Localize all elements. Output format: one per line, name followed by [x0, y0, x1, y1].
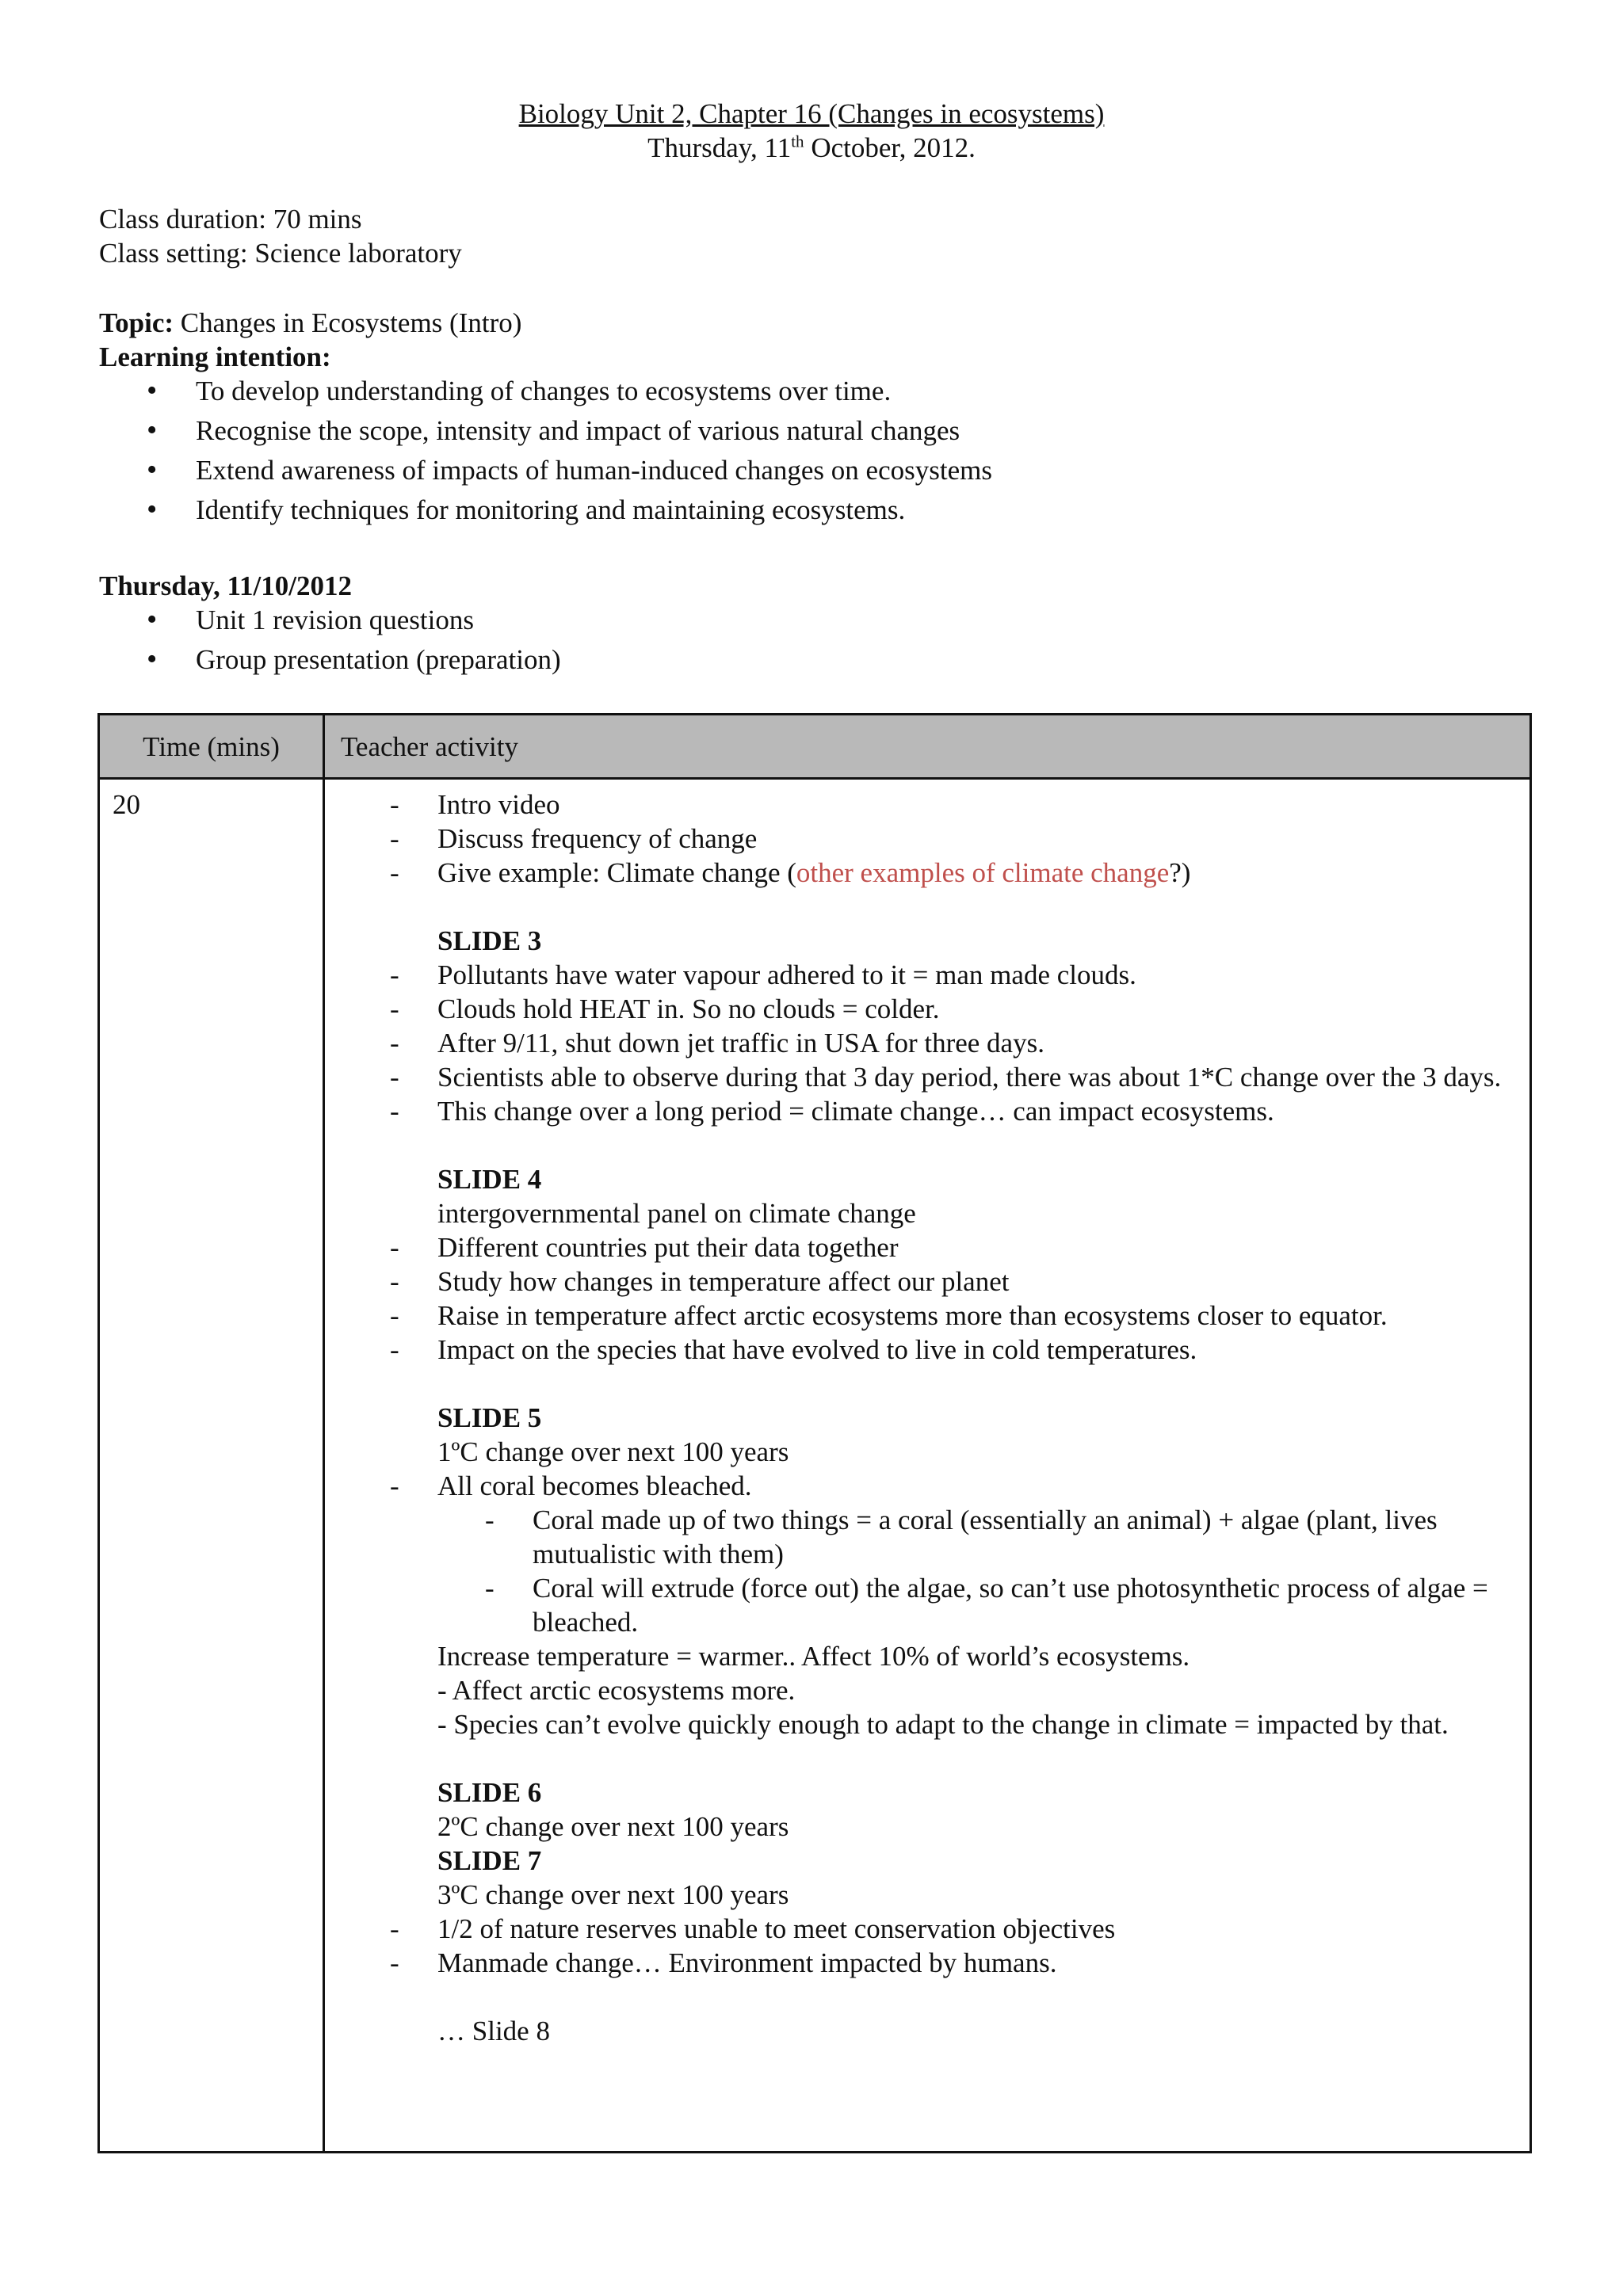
slide-heading: SLIDE 3 — [437, 925, 542, 956]
dash: - — [390, 789, 399, 820]
topic-label: Topic: — [99, 307, 174, 338]
activity-line: 3ºC change over next 100 years — [437, 1879, 789, 1910]
slide-heading: SLIDE 7 — [437, 1845, 542, 1876]
dash: - — [485, 1505, 495, 1535]
activity-line: Scientists able to observe during that 3 day period, there was about 1*C change over the 3 days. — [437, 1062, 1502, 1093]
topic-value: Changes in Ecosystems (Intro) — [174, 307, 522, 338]
dash: - — [390, 994, 399, 1024]
learning-intention-label: Learning intention: — [99, 341, 331, 372]
class-setting: Class setting: Science laboratory — [99, 238, 462, 269]
activity-line: intergovernmental panel on climate change — [437, 1198, 916, 1229]
dash: - — [390, 1062, 399, 1093]
list-item: • Group presentation (preparation) — [99, 643, 561, 682]
table-header-row — [99, 715, 1531, 779]
date-suffix: October, 2012. — [804, 132, 976, 163]
activity-line: Impact on the species that have evolved to live in cold temperatures. — [437, 1334, 1197, 1365]
topic-line — [99, 306, 992, 340]
dash: - — [390, 1232, 399, 1263]
activity-line: 1ºC change over next 100 years — [437, 1436, 789, 1467]
activity-subline: Coral will extrude (force out) the algae, so can’t use photosynthetic process of algae = bleached. — [533, 1573, 1488, 1638]
header-time: Time (mins) — [99, 715, 324, 779]
activity-line: Manmade change… Environment impacted by humans. — [437, 1947, 1057, 1978]
date-superscript: th — [791, 132, 804, 151]
slide-heading: SLIDE 4 — [437, 1164, 542, 1195]
class-duration: Class duration: 70 mins — [99, 204, 362, 235]
dash: - — [390, 823, 399, 854]
dash: - — [390, 1028, 399, 1058]
slide-heading: SLIDE 5 — [437, 1402, 542, 1433]
highlighted-question: other examples of climate change — [796, 857, 1170, 888]
document-header — [0, 97, 1623, 165]
activity-line: Increase temperature = warmer.. Affect 10% of world’s ecosystems. — [437, 1641, 1190, 1672]
activity-line: Intro video — [437, 789, 560, 820]
header-activity: Teacher activity — [324, 715, 1531, 779]
dash: - — [390, 1266, 399, 1297]
class-meta — [99, 202, 462, 270]
activity-line: Study how changes in temperature affect our planet — [437, 1266, 1010, 1297]
activity-line: This change over a long period = climate change… can impact ecosystems. — [437, 1096, 1274, 1127]
activity-line: - Affect arctic ecosystems more. — [437, 1675, 796, 1706]
session-section — [99, 569, 561, 682]
activity-line — [437, 856, 1529, 890]
lesson-table — [97, 713, 1532, 2153]
activity-line: - Species can’t evolve quickly enough to adapt to the change in climate = impacted by that. — [437, 1709, 1449, 1740]
slide-heading: SLIDE 6 — [437, 1777, 542, 1808]
dash: - — [390, 1470, 399, 1501]
line-text: ?) — [1169, 857, 1191, 888]
line-text: Give example: Climate change ( — [437, 857, 796, 888]
date-prefix: Thursday, 11 — [647, 132, 792, 163]
list-item: • Recognise the scope, intensity and impact of various natural changes — [99, 414, 992, 453]
list-item: • Unit 1 revision questions — [99, 603, 561, 643]
time-cell: 20 — [99, 779, 324, 2153]
activity-line: All coral becomes bleached. — [437, 1470, 752, 1501]
activity-line: Different countries put their data together — [437, 1232, 899, 1263]
list-item: • Extend awareness of impacts of human-induced changes on ecosystems — [99, 453, 992, 493]
dash: - — [390, 857, 399, 888]
dash: - — [390, 1300, 399, 1331]
activity-line: Pollutants have water vapour adhered to it = man made clouds. — [437, 959, 1136, 990]
activity-line: 2ºC change over next 100 years — [437, 1811, 789, 1842]
dash: - — [485, 1573, 495, 1604]
document-title: Biology Unit 2, Chapter 16 (Changes in ecosystems) — [518, 98, 1105, 129]
dash: - — [390, 1913, 399, 1944]
activity-line: Clouds hold HEAT in. So no clouds = colder. — [437, 994, 940, 1024]
activity-line: Raise in temperature affect arctic ecosystems more than ecosystems closer to equator. — [437, 1300, 1388, 1331]
document-date — [0, 131, 1623, 165]
activity-subline: Coral made up of two things = a coral (essentially an animal) + algae (plant, lives mutualistic with them) — [533, 1505, 1438, 1569]
list-item: • Identify techniques for monitoring and maintaining ecosystems. — [99, 493, 992, 532]
activity-line: 1/2 of nature reserves unable to meet conservation objectives — [437, 1913, 1116, 1944]
activity-line: After 9/11, shut down jet traffic in USA for three days. — [437, 1028, 1044, 1058]
dash: - — [390, 1947, 399, 1978]
list-item: • To develop understanding of changes to ecosystems over time. — [99, 374, 992, 414]
session-heading: Thursday, 11/10/2012 — [99, 570, 352, 601]
dash: - — [390, 1334, 399, 1365]
dash: - — [390, 1096, 399, 1127]
learning-intention-list — [99, 374, 992, 532]
topic-section — [99, 306, 992, 532]
activity-line: Discuss frequency of change — [437, 823, 758, 854]
activity-line: … Slide 8 — [437, 2016, 550, 2046]
table-row — [99, 779, 1531, 2153]
session-list — [99, 603, 561, 682]
dash: - — [390, 959, 399, 990]
activity-cell — [324, 779, 1531, 2153]
